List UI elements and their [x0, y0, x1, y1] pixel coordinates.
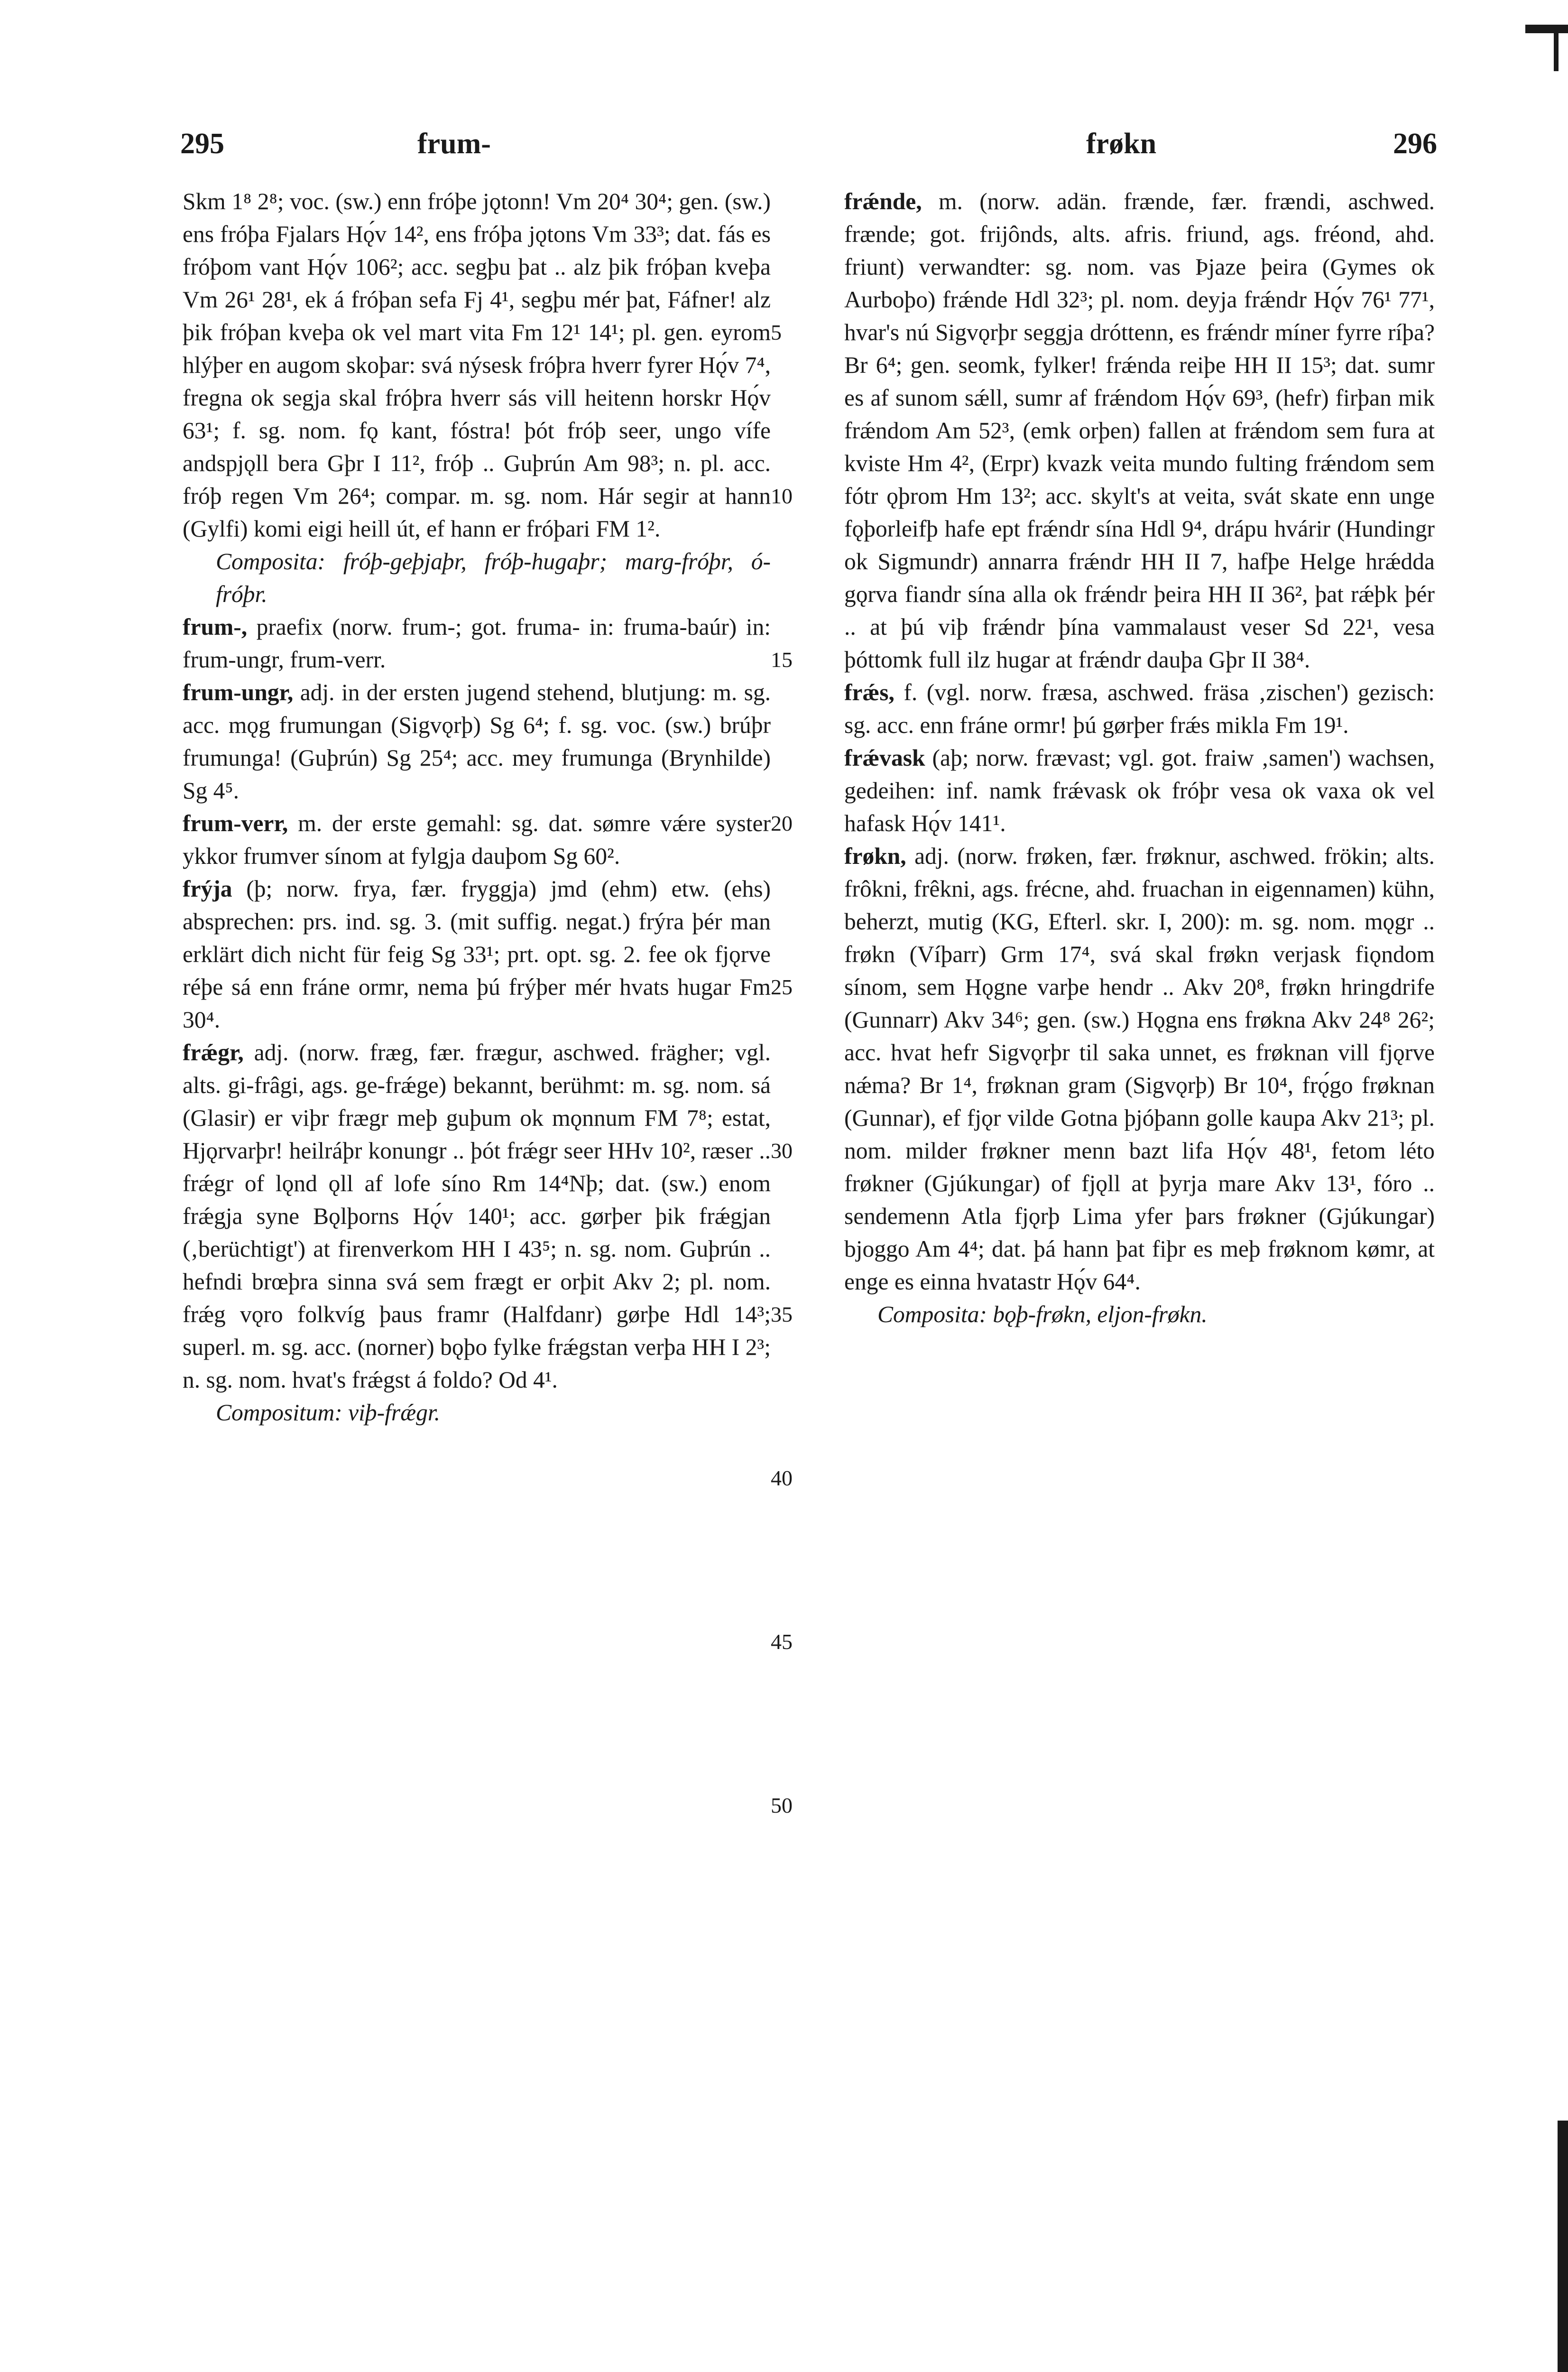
line-number: 40: [771, 1466, 793, 1490]
dictionary-entry: [183, 872, 771, 1036]
entry-text: adj. (norw. frøken, fær. frøknur, aschwed. frökin; alts. frôkni, frêkni, ags. frécne, ahd. fruachan in eigennamen) kühn, beherzt, mutig (KG, Efterl. skr. I, 200): m. sg. nom. mǫgr .. frøkn (Víþarr) Grm 17⁴, svá skal frøkn verjask fiǫndom sínom, sem Hǫgne varþe hendr .. Akv 20⁸, frøkn hringdrife (Gunnarr) Akv 34⁶; gen. (sw.) Hǫgna ens frøkna Akv 24⁸ 26²; acc. hvat hefr Sigvǫrþr til saka unnet, es frøknan vill fjǫrve nǽma? Br 1⁴, frøknan gram (Sigvǫrþ) Br 10⁴, frǫ́go frøknan (Gunnar), ef fjǫr vilde Gotna þjóþann golle kaupa Akv 21³; pl. nom. milder frøkner menn bazt lifa Hǫ́v 48¹, fetom léto frøkner (Gjúkungar) of fjǫll at þyrja mare Akv 13¹, fóro .. sendemenn Atla fjǫrþ Lima yfer þars frøkner (Gjúkungar) bjoggo Am 4⁴; dat. þá hann þat fiþr es meþ frøknom kømr, at enge es einna hvatastr Hǫ́v 64⁴.: [844, 843, 1435, 1295]
headword: frum-ungr,: [183, 679, 294, 705]
line-number: 35: [771, 1302, 793, 1326]
page-number-right: 296: [1393, 128, 1437, 160]
headword: frǽgr,: [183, 1039, 244, 1066]
entry-text: m. der erste gemahl: sg. dat. sømre vǽre syster ykkor frumver sínom at fylgja dauþom Sg 60².: [183, 810, 771, 869]
entry-text: adj. (norw. fræg, fær. frægur, aschwed. frägher; vgl. alts. gi-frâgi, ags. ge-frǽge) bekannt, berühmt: m. sg. nom. sá (Glasir) er viþr frægr meþ guþum ok mǫnnum FM 7⁸; estat, Hjǫrvarþr! heilráþr konungr .. þót frǽgr seer HHv 10², ræser .. frǽgr of lǫnd ǫll af lofe síno Rm 14⁴Nþ; dat. (sw.) enom frǽgja syne Bǫlþorns Hǫ́v 140¹; acc. gørþer þik frǽgjan (‚berüchtigt') at firenverkom HH I 43⁵; n. sg. nom. Guþrún .. hefndi brœþra sinna svá sem frægt er orþit Akv 2; pl. nom. frǽg vǫro folkvíg þaus framr (Halfdanr) gørþe Hdl 14³; superl. m. sg. acc. (norner) bǫþo fylke frǽgstan verþa HH I 2³; n. sg. nom. hvat's frǽgst á foldo? Od 4¹.: [183, 1039, 771, 1393]
composita-line: Composita: bǫþ-frøkn, eljon-frøkn.: [877, 1301, 1208, 1327]
headword: frýja: [183, 876, 232, 902]
dictionary-entry: [844, 840, 1435, 1298]
running-header: [180, 127, 1437, 170]
right-column: [844, 185, 1435, 1331]
entry-continuation: Skm 1⁸ 2⁸; voc. (sw.) enn fróþe jǫtonn! Vm 20⁴ 30⁴; gen. (sw.) ens fróþa Fjalars Hǫ́v 14², ens fróþa jǫtons Vm 33³; dat. fás es fróþom vant Hǫ́v 106²; acc. segþu þat .. alz þik fróþan kveþa Vm 26¹ 28¹, ek á fróþan sefa Fj 4¹, segþu mér þat, Fáfner! alz þik fróþan kveþa ok vel mart vita Fm 12¹ 14¹; pl. gen. eyrom hlýþer en augom skoþar: svá nýsesk fróþra hverr fyrer Hǫ́v 7⁴, fregna ok segja skal fróþra hverr sás vill heitenn horskr Hǫ́v 63¹; f. sg. nom. fǫ kant, fóstra! þót fróþ seer, ungo vífe andspjǫll bera Gþr I 11², fróþ .. Guþrún Am 98³; n. pl. acc. fróþ regen Vm 26⁴; compar. m. sg. nom. Hár segir at hann (Gylfi) komi eigi heill út, ef hann er fróþari FM 1².: [183, 188, 771, 542]
guide-word-right: frøkn: [1086, 128, 1157, 160]
composita-line: Composita: fróþ-geþjaþr, fróþ-hugaþr; marg-fróþr, ó-fróþr.: [216, 548, 771, 607]
line-number: 50: [771, 1793, 793, 1817]
guide-word-left: frum-: [417, 128, 491, 160]
page-edge-mark: [1477, 2121, 1568, 2372]
dictionary-entry: [844, 741, 1435, 840]
composita-line: Compositum: viþ-frǽgr.: [216, 1399, 441, 1426]
headword: frum-verr,: [183, 810, 288, 836]
line-number: 45: [771, 1630, 793, 1654]
headword: frǽnde,: [844, 188, 922, 214]
line-number: 15: [771, 648, 793, 672]
dictionary-entry: [183, 1036, 771, 1396]
dictionary-entry: [844, 676, 1435, 741]
line-number: 25: [771, 975, 793, 999]
headword: frøkn,: [844, 843, 906, 869]
entry-text: adj. in der ersten jugend stehend, blutjung: m. sg. acc. mǫg frumungan (Sigvǫrþ) Sg 6⁴; f. sg. voc. (sw.) brúþr frumunga! (Guþrún) Sg 25⁴; acc. mey frumunga (Brynhilde) Sg 4⁵.: [183, 679, 771, 804]
page-number-left: 295: [180, 128, 224, 160]
entry-text: f. (vgl. norw. fræsa, aschwed. fräsa ‚zischen') gezisch: sg. acc. enn fráne ormr! þú gørþer frǽs mikla Fm 19¹.: [844, 679, 1435, 738]
line-number: 20: [771, 811, 793, 835]
line-number: 5: [771, 320, 782, 344]
headword: frǽs,: [844, 679, 895, 705]
dictionary-entry: [844, 185, 1435, 676]
left-column: [183, 185, 771, 1429]
line-number: 10: [771, 484, 793, 508]
corner-mark: [1525, 25, 1568, 33]
entry-text: m. (norw. adän. frænde, fær. frændi, aschwed. frænde; got. frijônds, alts. afris. friund, ags. fréond, ahd. friunt) verwandter: sg. nom. vas Þjaze þeira (Gymes ok Aurboþo) frǽnde Hdl 32³; pl. nom. deyja frǽndr Hǫ́v 76¹ 77¹, hvar's nú Sigvǫrþr seggja dróttenn, es frǽndr míner fyrre ríþa? Br 6⁴; gen. seomk, fylker! frǽnda reiþe HH II 15³; dat. sumr es af sunom sǽll, sumr af frǽndom Hǫ́v 69³, (hefr) firþan mik frǽndom Am 52³, (emk orþen) fallen at frǽndom sem fura at kviste Hm 4², (Erpr) kvazk veita mundo fulting frǽndom sem fótr ǫþrom Hm 13²; acc. skylt's at veita, svát skate enn unge fǫþorleifþ hafe ept frǽndr sína Hdl 9⁴, drápu hvárir (Hundingr ok Sigmundr) annarra frǽndr HH II 7, hafþe Helge hrǽdda gǫrva fiandr sína alla ok frǽndr þeira HH II 36², þat rǽþk þér .. at þú viþ frǽndr þína vammalaust veser Sd 22¹, vesa þóttomk full ilz hugar at frǽndr dauþa Gþr II 38⁴.: [844, 188, 1435, 673]
headword: frǽvask: [844, 745, 925, 771]
dictionary-entry: [183, 676, 771, 807]
entry-text: (þ; norw. frya, fær. fryggja) jmd (ehm) etw. (ehs) absprechen: prs. ind. sg. 3. (mit suffig. negat.) frýra þér man erklärt dich nicht für feig Sg 33¹; prt. opt. sg. 2. fee ok fjǫrve réþe sá enn fráne ormr, nema þú frýþer mér hvats hugar Fm 30⁴.: [183, 876, 771, 1033]
entry-text: praefix (norw. frum-; got. fruma- in: fruma-baúr) in: frum-ungr, frum-verr.: [183, 614, 771, 673]
headword: frum-,: [183, 614, 248, 640]
dictionary-entry: [183, 807, 771, 872]
dictionary-entry: [183, 611, 771, 676]
line-number: 30: [771, 1139, 793, 1163]
entry-text: (aþ; norw. frævast; vgl. got. fraiw ‚samen') wachsen, gedeihen: inf. namk frǽvask ok fróþr vesa ok vaxa ok vel hafask Hǫ́v 141¹.: [844, 745, 1435, 836]
